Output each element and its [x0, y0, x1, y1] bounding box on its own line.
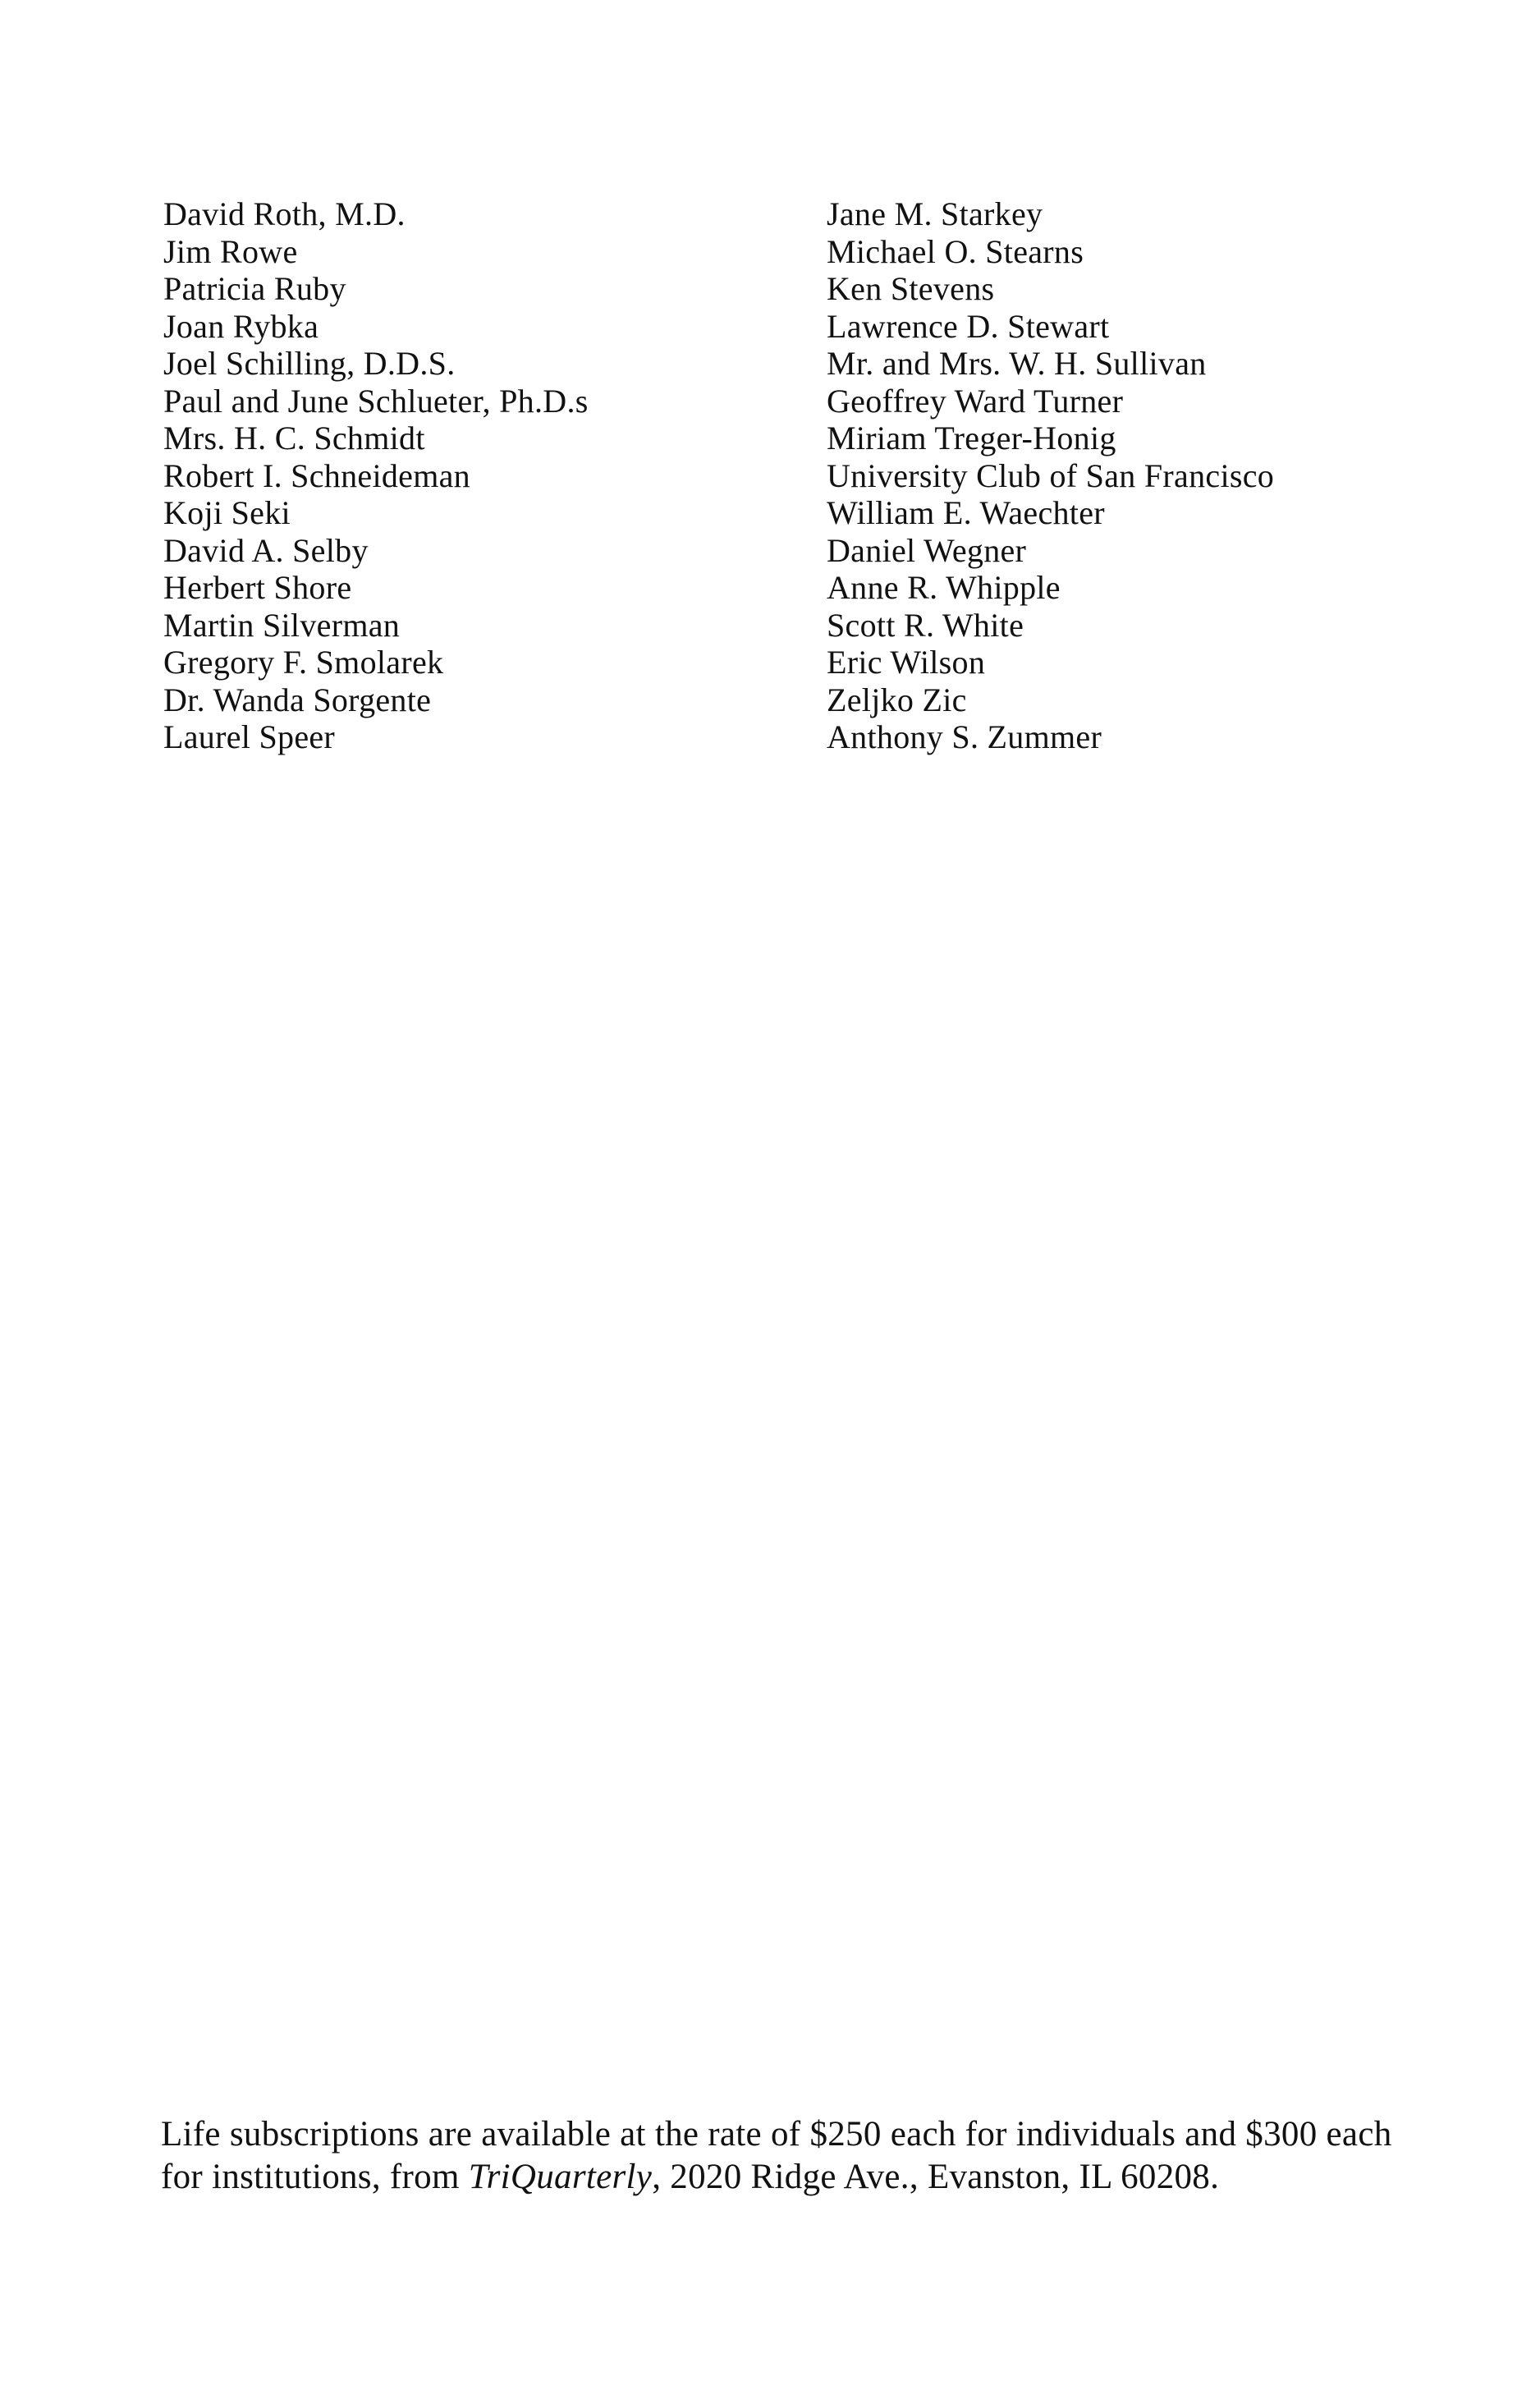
donor-name: Anthony S. Zummer: [827, 718, 1102, 755]
donor-name: David Roth, M.D.: [163, 195, 406, 232]
donor-name: David A. Selby: [163, 531, 369, 569]
donor-name: Lawrence D. Stewart: [827, 307, 1110, 345]
donor-name: Geoffrey Ward Turner: [827, 382, 1124, 420]
donor-name: Mr. and Mrs. W. H. Sullivan: [827, 345, 1207, 382]
donor-name: Scott R. White: [827, 606, 1024, 644]
donor-name: Martin Silverman: [163, 606, 401, 644]
donor-name: University Club of San Francisco: [827, 456, 1275, 494]
donor-name: Miriam Treger-Honig: [827, 420, 1116, 456]
donor-name: Patricia Ruby: [163, 270, 346, 307]
donor-name: Anne R. Whipple: [827, 569, 1061, 606]
donor-name: Jane M. Starkey: [827, 195, 1043, 232]
donor-list-right: [827, 195, 1274, 756]
donor-name: Ken Stevens: [827, 270, 995, 307]
life-subscription-note: [161, 2113, 1392, 2199]
donor-name: Mrs. H. C. Schmidt: [163, 420, 425, 456]
donor-name: Dr. Wanda Sorgente: [163, 681, 432, 718]
donor-name: Zeljko Zic: [827, 681, 967, 718]
donor-name: Daniel Wegner: [827, 531, 1027, 569]
donor-name: Herbert Shore: [163, 569, 352, 606]
note-text-start: Life subscriptions are available at the rate of $250 each for individuals and $300 each for institutions, from: [161, 2115, 1392, 2196]
donor-name: Gregory F. Smolarek: [163, 644, 444, 681]
publication-title: TriQuarterly: [468, 2158, 653, 2196]
donor-name: Koji Seki: [163, 494, 291, 531]
donor-name: Joan Rybka: [163, 307, 319, 345]
donor-name: Joel Schilling, D.D.S.: [163, 345, 456, 382]
donor-name: Paul and June Schlueter, Ph.D.s: [163, 382, 589, 420]
donor-name: Eric Wilson: [827, 644, 986, 681]
donor-list-left: [163, 195, 589, 756]
donor-name: Michael O. Stearns: [827, 232, 1084, 270]
donor-name: William E. Waechter: [827, 494, 1105, 531]
note-text-end: , 2020 Ridge Ave., Evanston, IL 60208.: [652, 2158, 1220, 2196]
donor-name: Jim Rowe: [163, 232, 298, 270]
donor-name: Laurel Speer: [163, 718, 336, 755]
donor-name: Robert I. Schneideman: [163, 456, 470, 494]
